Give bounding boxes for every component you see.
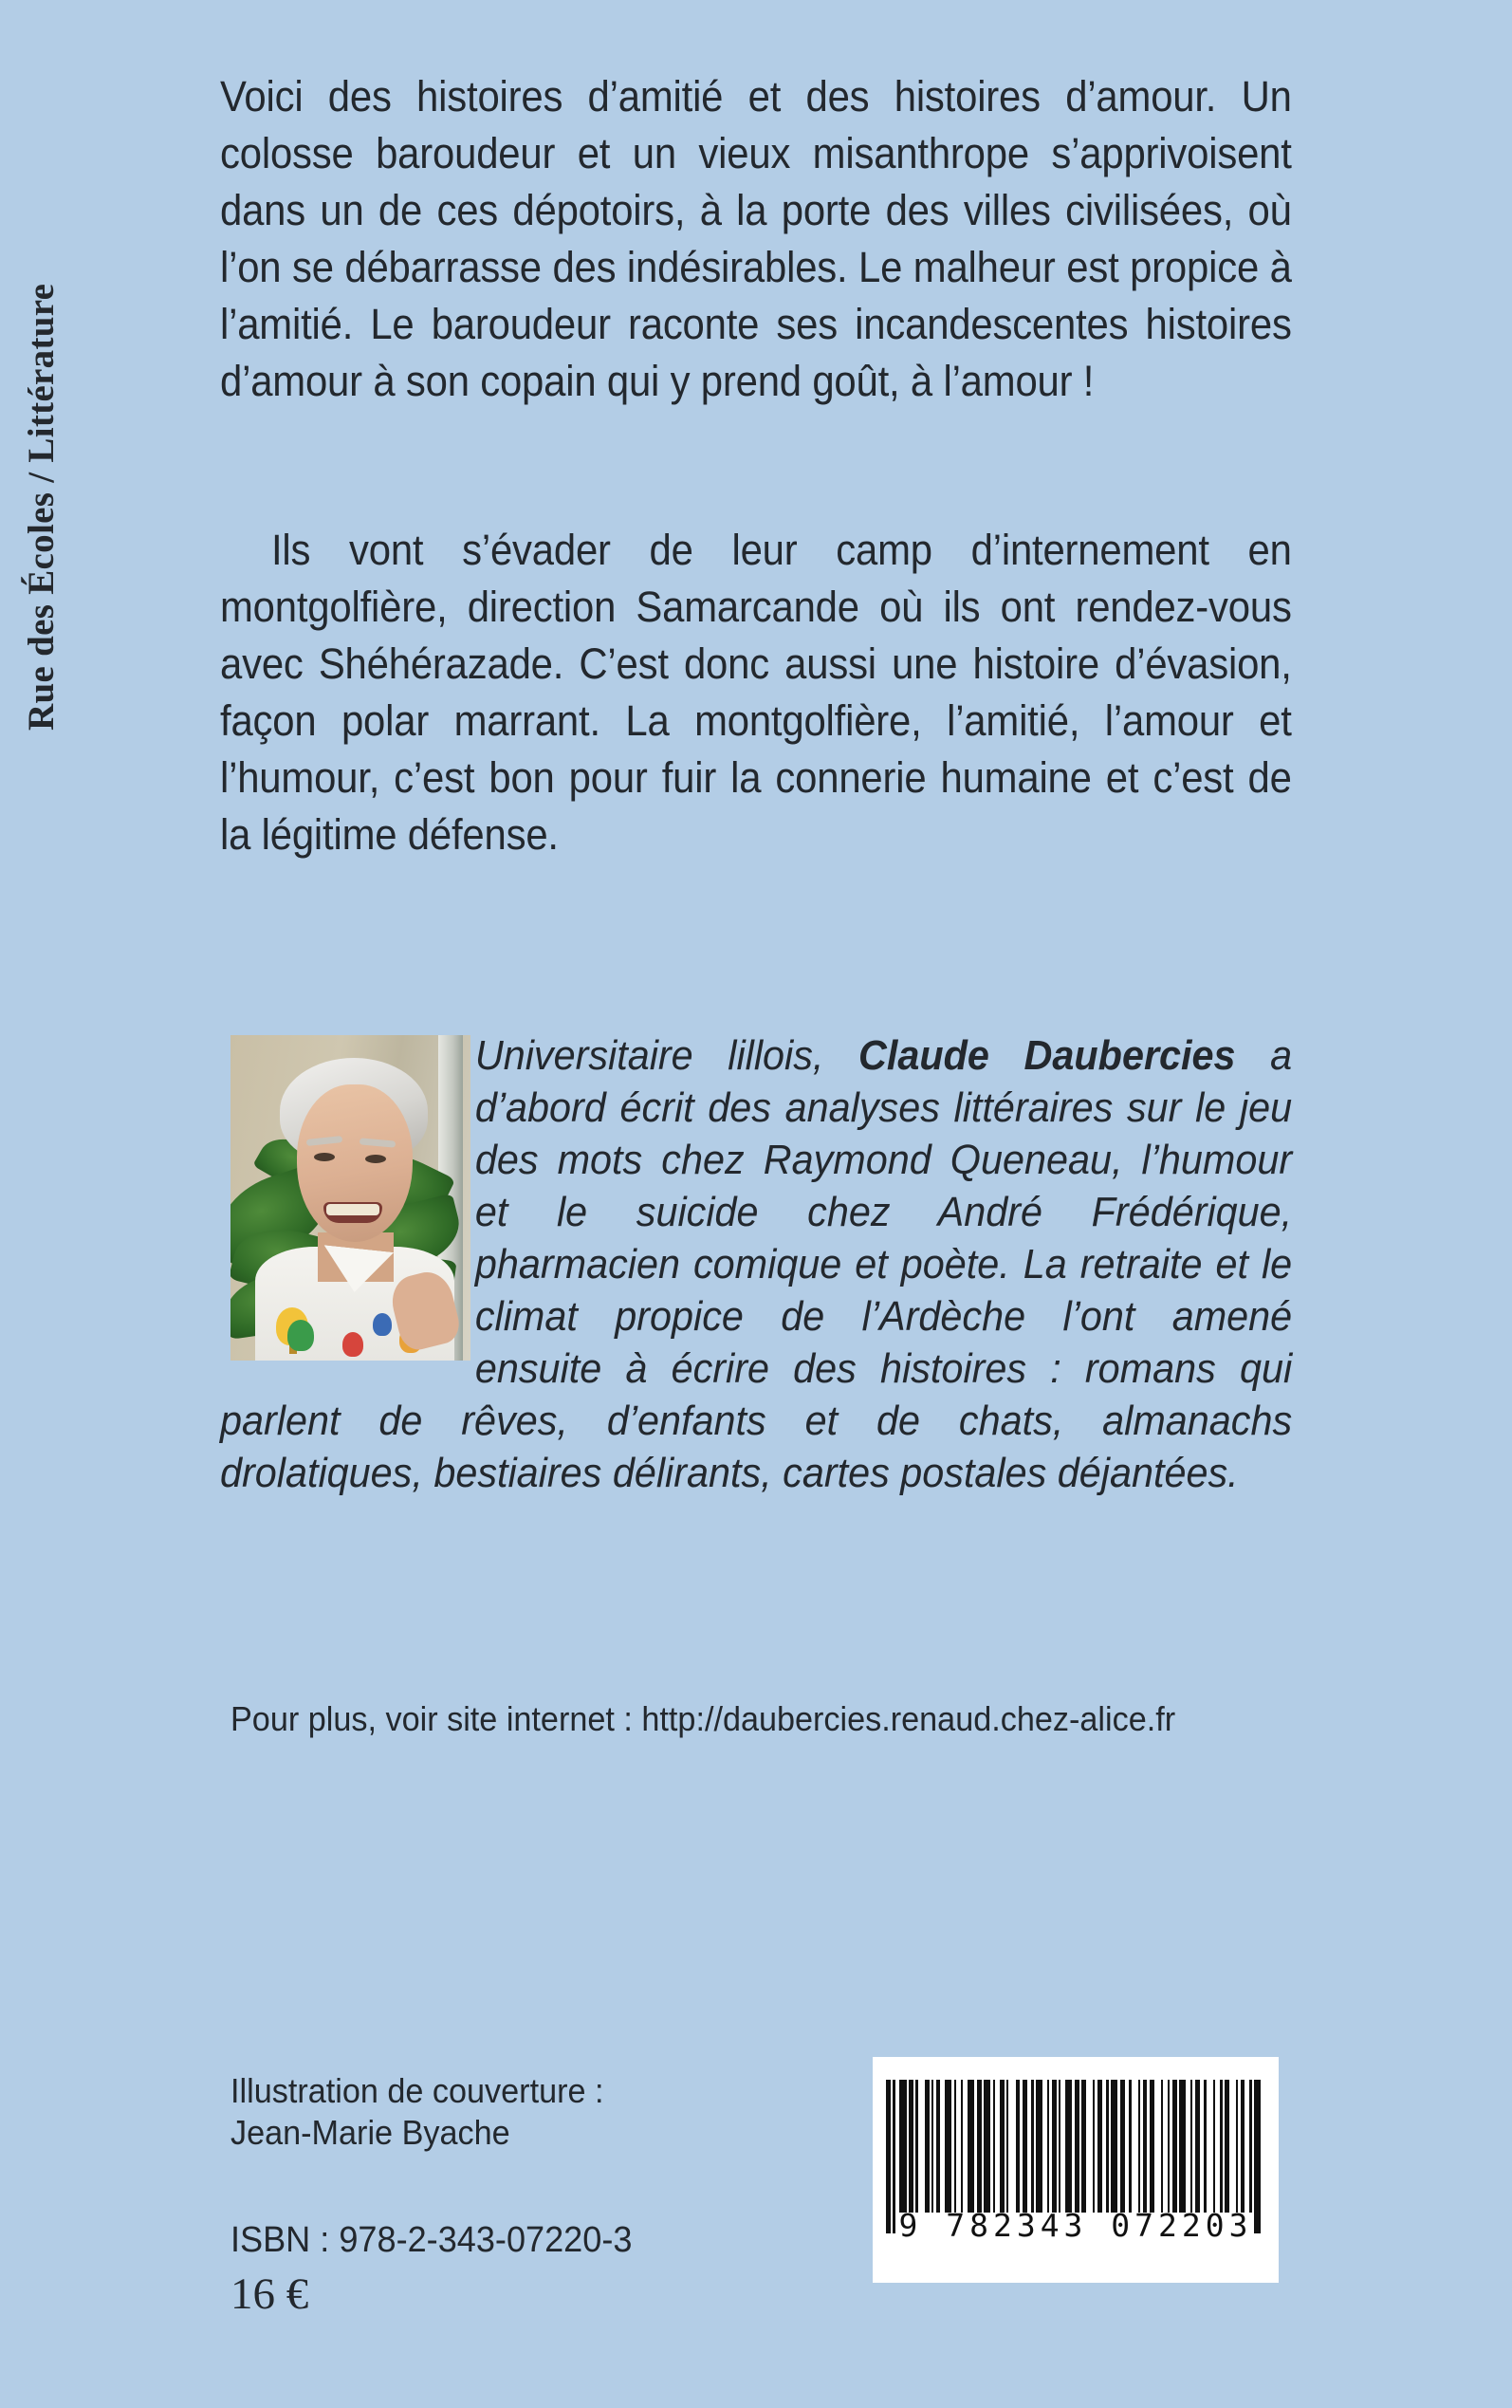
author-bio-intro: Universitaire lillois, <box>474 1032 859 1079</box>
barcode-digits: 9 782343 072203 <box>898 2207 1253 2244</box>
collection-label-text: Rue des Écoles / Littérature <box>21 283 62 731</box>
price-text: 16 € <box>230 2269 309 2319</box>
blurb-paragraph-1: Voici des histoires d’amitié et des histoires d’amour. Un colosse baroudeur et un vieux misanthrope s’apprivoisent dans un de ces dépotoirs, à la porte des villes civilisées, où l’on se débarrasse des indésirables. Le malheur est propice à l’amitié. Le baroudeur raconte ses incandescentes histoires d’amour à son copain qui y prend goût, à l’amour ! <box>220 72 1292 405</box>
author-bio-rest: a d’abord écrit des analyses littéraires sur le jeu des mots chez Raymond Queneau, l’humour et le suicide chez André Frédérique, pharmacien comique et poète. La retraite et le climat propice de l’Ardèche l’ont amené ensuite à écrire des histoires : romans qui parlent de rêves, d’enfants et de chats, almanachs drolatiques, bestiaires délirants, cartes postales déjantées. <box>220 1032 1293 1496</box>
author-website-line[interactable]: Pour plus, voir site internet : http://daubercies.renaud.chez-alice.fr <box>230 1699 1176 1738</box>
author-name: Claude Daubercies <box>858 1032 1236 1079</box>
blurb-paragraph-2: Ils vont s’évader de leur camp d’internement en montgolfière, direction Samarcande où ils ont rendez-vous avec Shéhérazade. C’est donc aussi une histoire d’évasion, façon polar marrant. La montgolfière, l’amitié, l’amour et l’humour, c’est bon pour fuir la connerie humaine et c’est de la légitime défense. <box>220 526 1292 859</box>
author-bio-text <box>220 1029 1292 1499</box>
cover-credit-label: Illustration de couverture : <box>230 2071 604 2110</box>
barcode-bars <box>873 2080 1279 2213</box>
ean13-barcode <box>873 2057 1279 2283</box>
isbn-text: ISBN : 978-2-343-07220-3 <box>230 2220 633 2260</box>
main-content <box>220 0 1292 2408</box>
collection-label <box>21 66 106 731</box>
cover-credit-name: Jean-Marie Byache <box>230 2113 510 2152</box>
author-bio-block <box>220 1029 1292 1499</box>
